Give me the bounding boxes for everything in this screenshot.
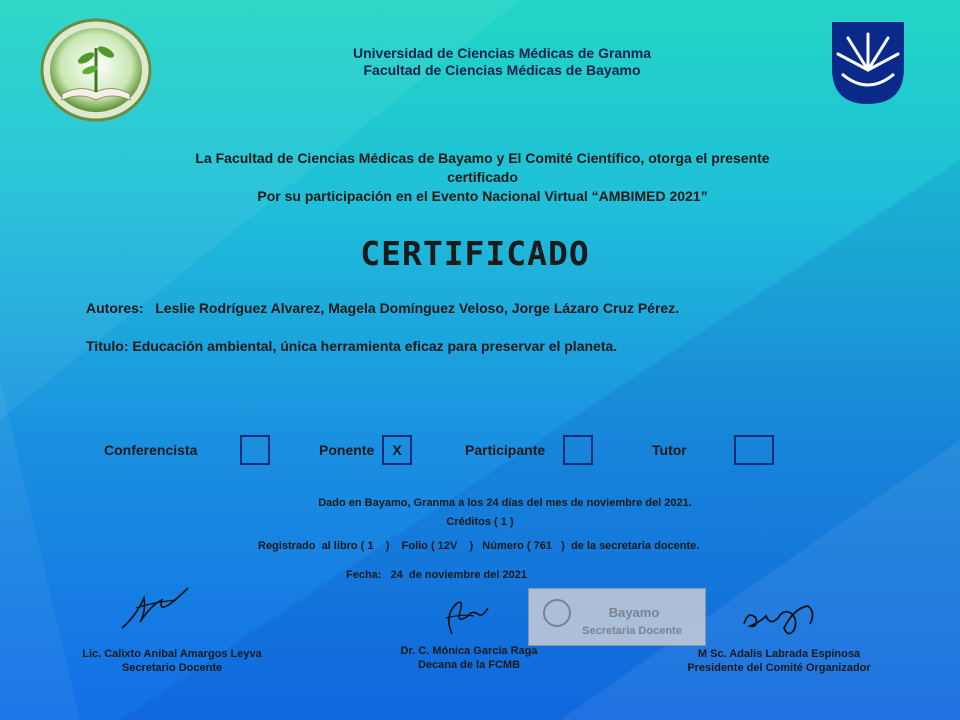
institution-header <box>240 45 764 79</box>
authors-label: Autores: <box>86 300 144 316</box>
intro-text <box>110 149 855 206</box>
authors-line <box>86 300 926 316</box>
stamp-line-2: Secretaria Docente <box>582 625 682 637</box>
registry-text: Registrado al libro ( 1 ) Folio ( 12V ) Número ( 761 ) de la secretaria docente. <box>258 540 700 552</box>
certificate-title: CERTIFICADO <box>360 234 590 273</box>
title-line <box>86 338 926 354</box>
date-text: Fecha: 24 de noviembre del 2021 <box>346 569 527 581</box>
faculty-name: Facultad de Ciencias Médicas de Bayamo <box>363 62 641 78</box>
titulo-value: Educación ambiental, única herramienta eficaz para preservar el planeta. <box>132 338 618 354</box>
intro-line-2: certificado <box>447 169 518 185</box>
signature-1-scribble <box>118 582 194 634</box>
authors-value: Leslie Rodríguez Alvarez, Magela Domínguez Veloso, Jorge Lázaro Cruz Pérez. <box>155 300 680 316</box>
signatory-2-name: Dr. C. Mónica García Raga <box>400 645 538 657</box>
role-box-tutor <box>734 435 774 465</box>
role-label-participante: Participante <box>465 442 546 458</box>
signatory-1 <box>52 647 292 675</box>
signatory-1-role: Secretario Docente <box>121 662 223 674</box>
stamp-seal-icon <box>543 599 571 627</box>
signatory-3-role: Presidente del Comité Organizador <box>687 662 871 674</box>
intro-line-1: La Facultad de Ciencias Médicas de Bayamo y El Comité Científico, otorga el presente <box>195 150 770 166</box>
official-stamp <box>528 588 706 646</box>
role-box-participante <box>563 435 593 465</box>
role-label-tutor: Tutor <box>652 442 687 458</box>
signature-2-scribble <box>438 596 494 640</box>
signatory-2 <box>364 644 574 672</box>
signatory-3 <box>650 647 908 675</box>
role-box-ponente: X <box>382 435 412 465</box>
titulo-label: Titulo: <box>86 338 129 354</box>
issued-text: Dado en Bayamo, Granma a los 24 días del mes de noviembre del 2021. <box>318 497 692 509</box>
stamp-line-1: Bayamo <box>608 605 660 620</box>
university-name: Universidad de Ciencias Médicas de Granma <box>352 45 651 61</box>
signatory-2-role: Decana de la FCMB <box>417 659 521 671</box>
intro-line-3: Por su participación en el Evento Nacional Virtual “AMBIMED 2021” <box>257 188 708 204</box>
university-shield-logo <box>830 20 906 106</box>
signatory-3-name: M Sc. Adalis Labrada Espinosa <box>697 648 861 660</box>
signatory-1-name: Lic. Calixto Anibal Amargos Leyva <box>82 648 262 660</box>
credits-text: Créditos ( 1 ) <box>446 516 514 528</box>
role-box-conferencista <box>240 435 270 465</box>
signature-3-scribble <box>738 598 818 642</box>
role-label-ponente: Ponente <box>319 442 375 458</box>
role-label-conferencista: Conferencista <box>104 442 198 458</box>
faculty-logo <box>40 18 152 122</box>
